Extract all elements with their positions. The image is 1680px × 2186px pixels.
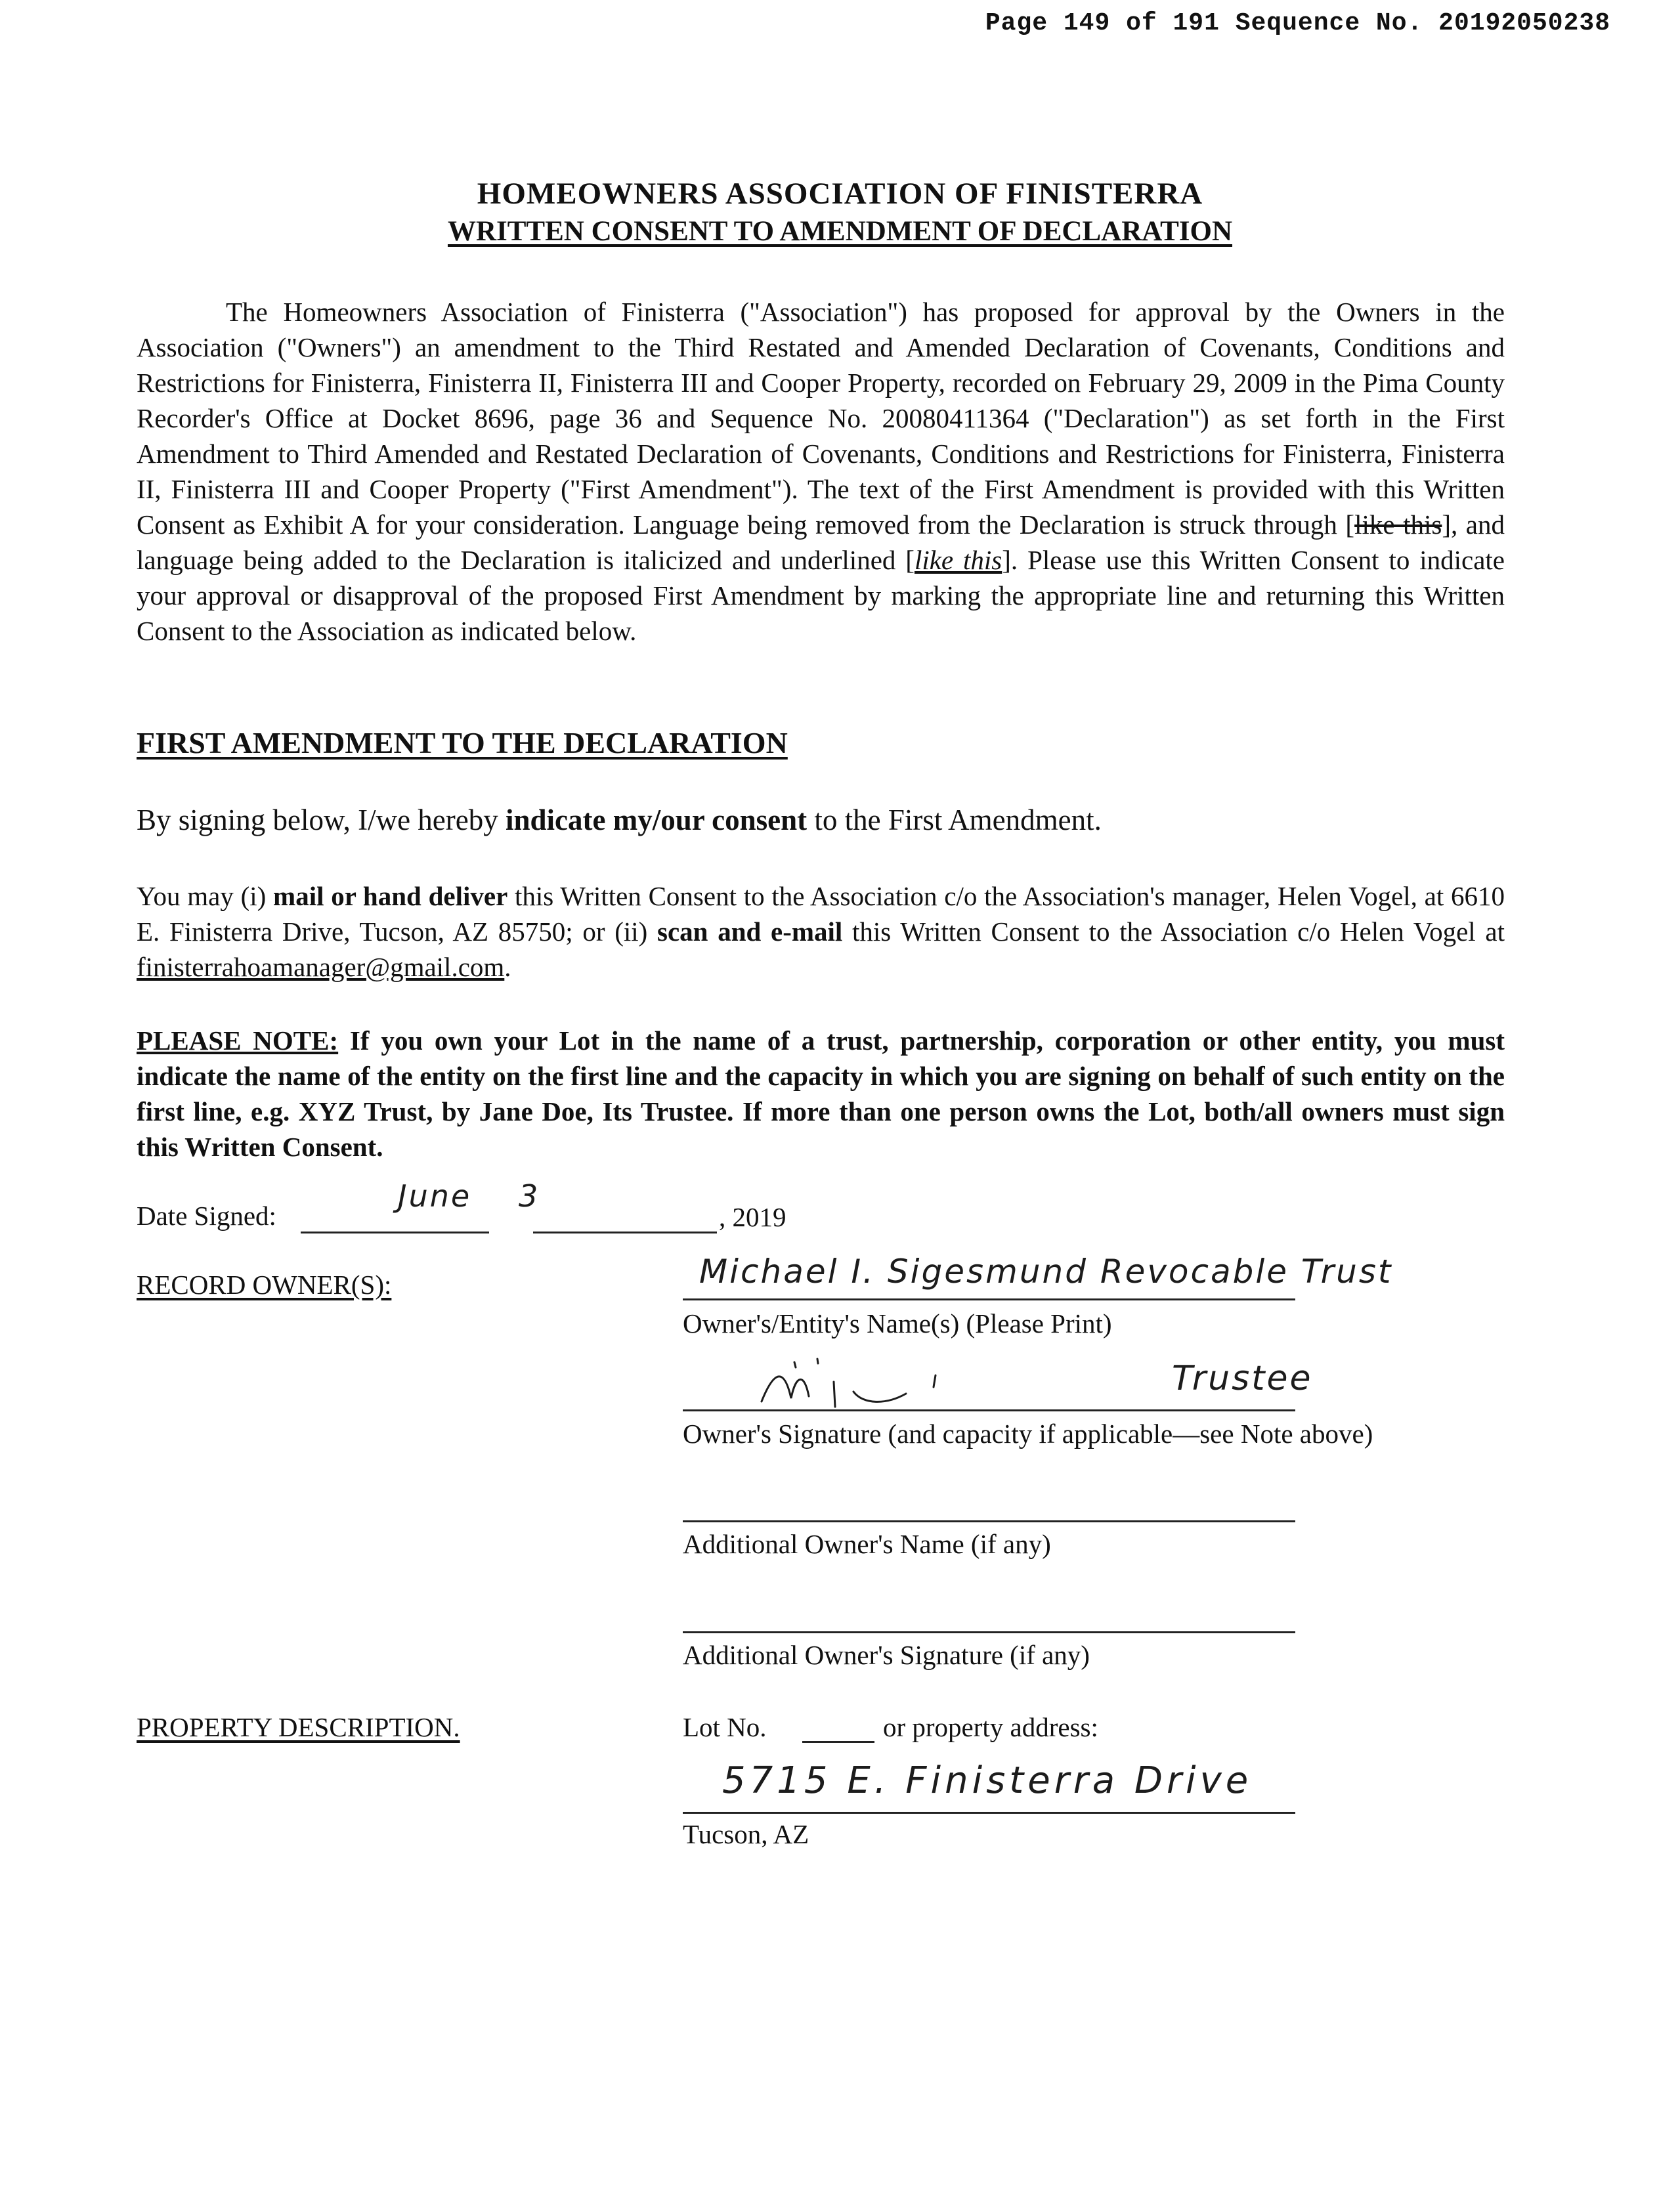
record-owner-label: RECORD OWNER(S): [137,1270,392,1300]
intro-text-2: ], and language being added to the Declaration is italicized and underlined [ [137,509,1505,575]
owner-signature-caption: Owner's Signature (and capacity if applicable—see Note above) [683,1419,1373,1449]
document-subtitle: WRITTEN CONSENT TO AMENDMENT OF DECLARATION [447,216,1233,247]
intro-paragraph [137,294,1505,649]
owner-signature-line[interactable] [683,1409,1295,1411]
intro-text-1: The Homeowners Association of Finisterra ("Association") has proposed for approval by the Owners in the Association ("Owners") an amendment to the Third Restated and Amended Declaration of Covenants, Conditions and Restrictions for Finisterra, Finisterra II, Finisterra III and Cooper Property, recorded on February 29, 2009 in the Pima County Recorder's Office at Docket 8696, page 36 and Sequence No. 20080411364 ("Declaration") as set forth in the First Amendment to Third Amended and Restated Declaration of Covenants, Conditions and Restrictions for Finisterra, Finisterra II, Finisterra III and Cooper Property ("First Amendment"). The text of the First Amendment is provided with this Written Consent as Exhibit A for your consideration. Language being removed from the Declaration is struck through [ [137,297,1505,540]
manager-email-link[interactable]: finisterrahoamanager@gmail.com [137,952,505,982]
date-day-line[interactable] [533,1232,717,1233]
please-note-text: If you own your Lot in the name of a trust, partnership, corporation or other entity, you must indicate the name of the entity on the first line and the capacity in which you are signing on behalf of such entity on the first line, e.g. XYZ Trust, by Jane Doe, Its Trustee. If more than one person owns the Lot, both/all owners must sign this Written Consent. [137,1025,1505,1162]
additional-owner-signature-caption: Additional Owner's Signature (if any) [683,1640,1090,1670]
consent-statement [137,803,1102,837]
please-note-paragraph [137,1023,1505,1165]
owner-signature-handwriting: Trustee [1172,1359,1313,1398]
additional-owner-name-caption: Additional Owner's Name (if any) [683,1529,1051,1559]
consent-text-bold: indicate my/our consent [505,804,808,836]
owner-signature-scribble [755,1356,965,1415]
instructions-bold-2: scan and e-mail [657,916,843,947]
property-address-handwriting: 5715 E. Finisterra Drive [722,1759,1253,1802]
instructions-text-1: You may (i) [137,881,274,911]
owner-name-handwriting: Michael I. Sigesmund Revocable Trust [699,1253,1393,1291]
instructions-text-3: this Written Consent to the Association c/o Helen Vogel at [842,916,1505,947]
instructions-bold-1: mail or hand deliver [273,881,508,911]
instructions-text-2: this Written Consent to the Association c/o the Association's manager, Helen Vogel, at 6610 E. Finisterra Drive, Tucson, AZ 85750; or (ii) [137,881,1505,947]
property-address-line[interactable] [683,1812,1295,1814]
consent-text-pre: By signing below, I/we hereby [137,804,506,836]
lot-number-label: Lot No. [683,1712,767,1742]
lot-number-line[interactable] [802,1741,874,1743]
date-day-handwriting: 3 [519,1178,540,1214]
please-note-label: PLEASE NOTE: [137,1025,339,1056]
property-description-label: PROPERTY DESCRIPTION. [137,1712,460,1742]
strike-example: like this [1354,509,1442,540]
additional-owner-name-line[interactable] [683,1520,1295,1522]
date-signed-label: Date Signed: [137,1201,276,1231]
instructions-text-4: . [504,952,511,982]
owner-name-caption: Owner's/Entity's Name(s) (Please Print) [683,1308,1112,1339]
delivery-instructions [137,878,1505,985]
intro-text-3: ]. Please use this Written Consent to indicate your approval or disapproval of the proposed First Amendment by marking the appropriate line and returning this Written Consent to the Association as indicated below. [137,545,1505,646]
section-heading: FIRST AMENDMENT TO THE DECLARATION [137,726,788,760]
consent-text-post: to the First Amendment. [807,804,1102,836]
date-year: , 2019 [719,1202,786,1232]
italic-example: like this [914,545,1002,575]
owner-name-line[interactable] [683,1298,1295,1300]
date-month-line[interactable] [301,1232,489,1233]
page-sequence-header: Page 149 of 191 Sequence No. 20192050238 [985,9,1610,37]
city-caption: Tucson, AZ [683,1819,809,1849]
property-address-label: or property address: [883,1712,1098,1742]
document-title: HOMEOWNERS ASSOCIATION OF FINISTERRA [477,177,1203,211]
date-month-handwriting: June [398,1178,472,1214]
additional-owner-signature-line[interactable] [683,1631,1295,1633]
